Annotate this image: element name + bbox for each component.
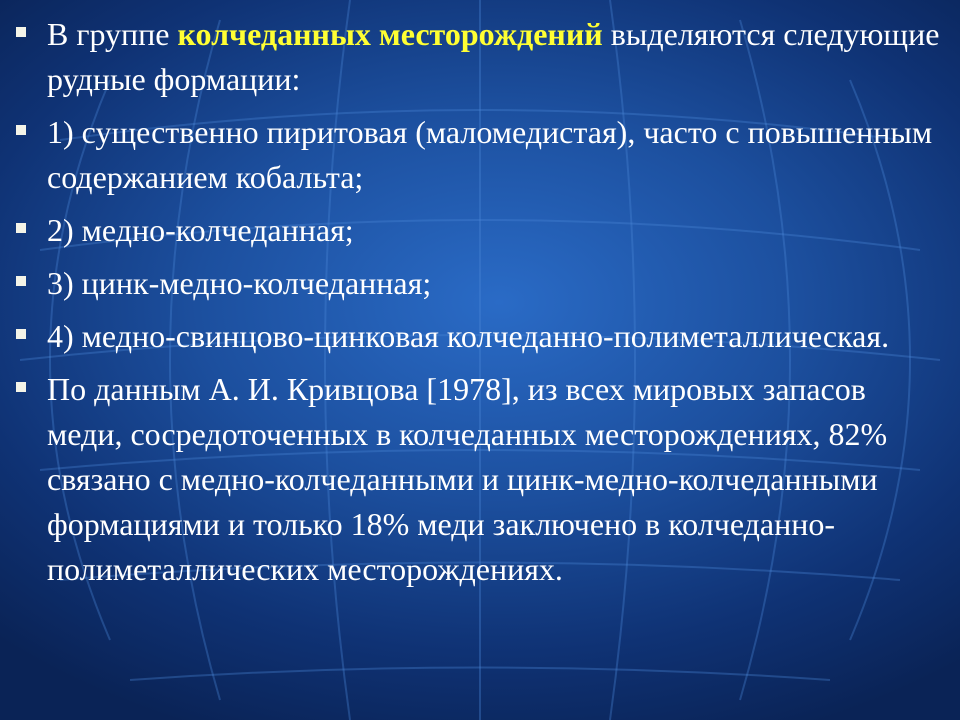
bullet-text: 3) цинк-медно-колчеданная; — [47, 265, 432, 301]
bullet-item-3 — [14, 261, 944, 306]
bullet-item-5 — [14, 367, 944, 592]
square-bullet-icon — [16, 276, 26, 286]
square-bullet-icon — [16, 223, 26, 233]
bullet-item-intro — [14, 12, 944, 102]
bullet-text: По данным А. И. Кривцова [1978], из всех мировых запасов меди, сосредоточенных в колчеданных месторождениях, 82% связано с медно-колчеданными и цинк-медно-колчеданными формациями и только 18% меди заключено в колчеданно-полиметаллических месторождениях. — [47, 371, 888, 587]
square-bullet-icon — [16, 125, 26, 135]
bullet-item-1 — [14, 110, 944, 200]
bullet-item-2 — [14, 208, 944, 253]
square-bullet-icon — [16, 329, 26, 339]
bullet-list — [14, 12, 944, 600]
square-bullet-icon — [16, 382, 26, 392]
square-bullet-icon — [16, 27, 26, 37]
bullet-text-after: выделяются следующие рудные формации: — [47, 16, 940, 97]
bullet-text: 4) медно-свинцово-цинковая колчеданно-полиметаллическая. — [47, 318, 890, 354]
bullet-item-4 — [14, 314, 944, 359]
bullet-text-before: В группе — [47, 16, 178, 52]
bullet-text: 2) медно-колчеданная; — [47, 212, 354, 248]
bullet-text: 1) существенно пиритовая (маломедистая), часто с повышенным содержанием кобальта; — [47, 114, 933, 195]
highlighted-term: колчеданных месторождений — [177, 16, 603, 52]
